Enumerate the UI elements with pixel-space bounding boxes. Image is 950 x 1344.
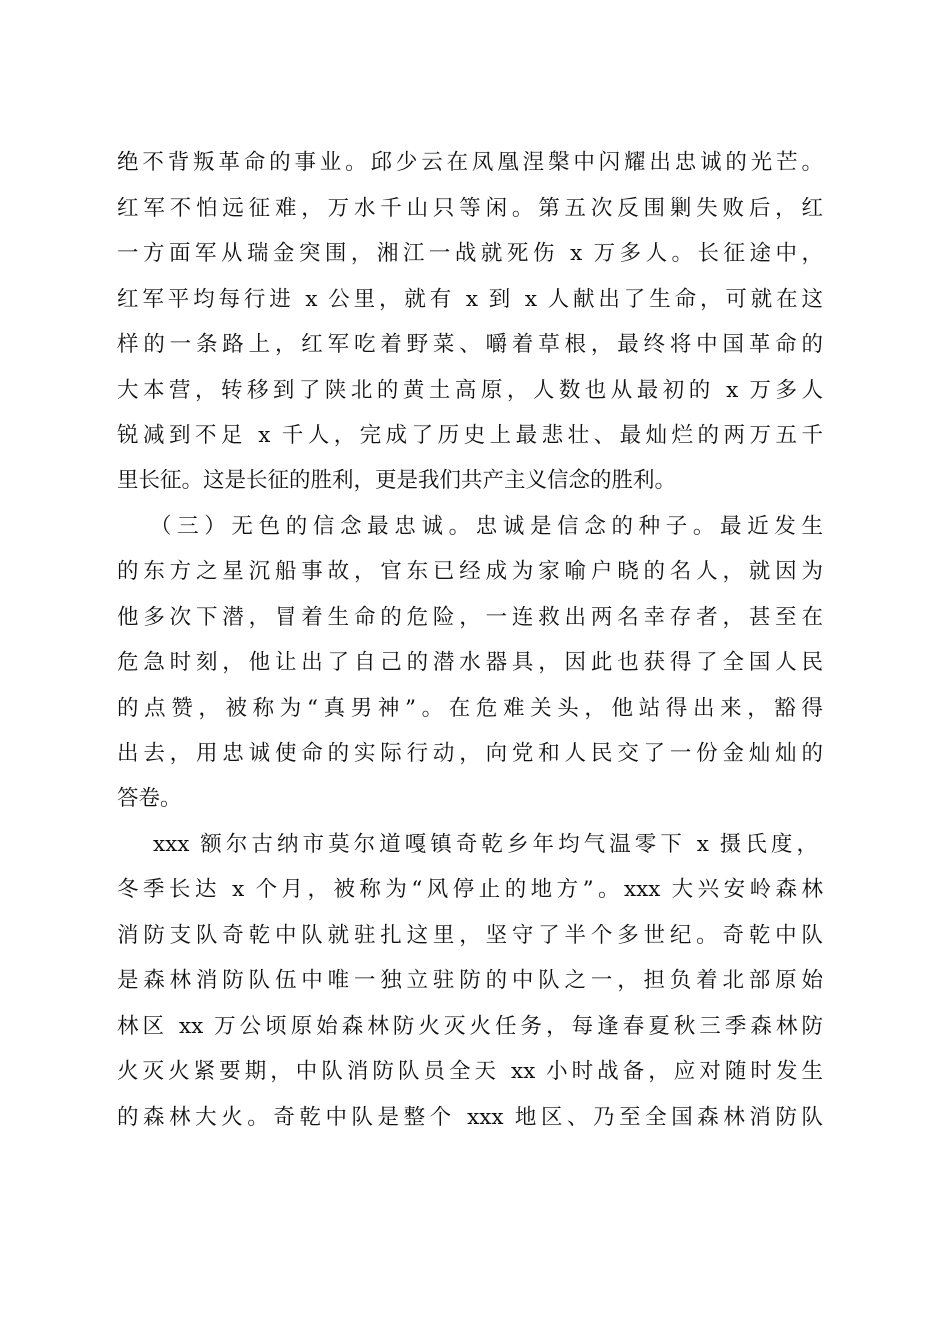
text-line: 样的一条路上，红军吃着野菜、嚼着草根，最终将中国革命的 bbox=[117, 332, 823, 357]
text-line: 锐减到不足 x 千人，完成了历史上最悲壮、最灿烂的两万五千 bbox=[117, 423, 823, 448]
text-line: 林区 xx 万公顷原始森林防火灭火任务，每逢春夏秋三季森林防 bbox=[117, 1014, 823, 1039]
text-line: 出去，用忠诚使命的实际行动，向党和人民交了一份金灿灿的 bbox=[117, 741, 823, 766]
text-line: xxx 额尔古纳市莫尔道嘎镇奇乾乡年均气温零下 x 摄氏度， bbox=[153, 832, 818, 857]
text-line: 大本营，转移到了陕北的黄土高原，人数也从最初的 x 万多人 bbox=[117, 378, 823, 403]
text-line: 火灭火紧要期，中队消防队员全天 xx 小时战备，应对随时发生 bbox=[117, 1059, 823, 1084]
text-line: 是森林消防队伍中唯一独立驻防的中队之一，担负着北部原始 bbox=[117, 968, 823, 993]
text-line: 一方面军从瑞金突围，湘江一战就死伤 x 万多人。长征途中， bbox=[117, 241, 823, 266]
text-line: 里长征。这是长征的胜利，更是我们共产主义信念的胜利。 bbox=[117, 468, 677, 493]
text-line: 的东方之星沉船事故，官东已经成为家喻户晓的名人，就因为 bbox=[117, 559, 823, 584]
text-line: 答卷。 bbox=[117, 786, 182, 811]
section-heading-line: （三）无色的信念最忠诚。忠诚是信念的种子。最近发生 bbox=[150, 514, 823, 539]
text-line: 绝不背叛革命的事业。邱少云在凤凰涅槃中闪耀出忠诚的光芒。 bbox=[117, 150, 823, 175]
text-line: 的点赞，被称为“真男神”。在危难关头，他站得出来，豁得 bbox=[117, 696, 823, 721]
text-line: 冬季长达 x 个月，被称为“风停止的地方”。xxx 大兴安岭森林 bbox=[117, 877, 823, 902]
text-line: 红军不怕远征难，万水千山只等闲。第五次反围剿失败后，红 bbox=[117, 196, 823, 221]
text-line: 消防支队奇乾中队就驻扎这里，坚守了半个多世纪。奇乾中队 bbox=[117, 923, 823, 948]
text-line: 他多次下潜，冒着生命的危险，一连救出两名幸存者，甚至在 bbox=[117, 605, 823, 630]
text-line: 危急时刻，他让出了自己的潜水器具，因此也获得了全国人民 bbox=[117, 650, 823, 675]
text-line: 红军平均每行进 x 公里，就有 x 到 x 人献出了生命，可就在这 bbox=[117, 287, 823, 312]
text-line: 的森林大火。奇乾中队是整个 xxx 地区、乃至全国森林消防队 bbox=[117, 1105, 823, 1130]
